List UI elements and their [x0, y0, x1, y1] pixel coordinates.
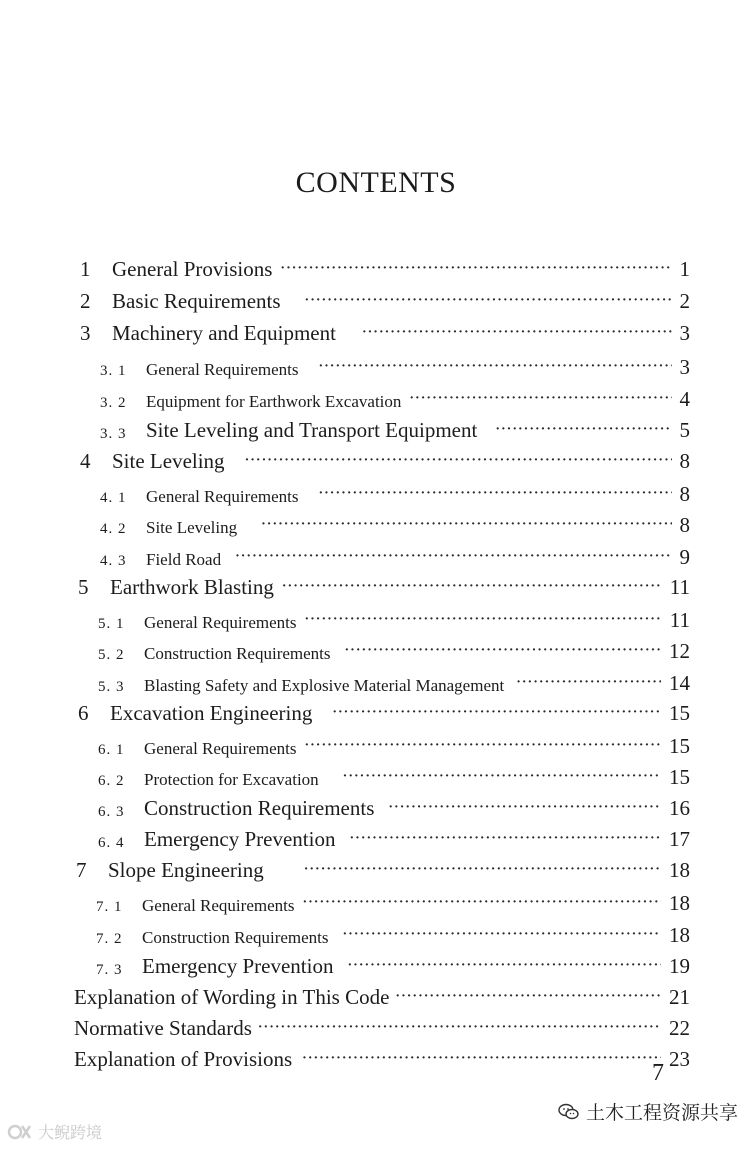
toc-entry-page: 11 — [669, 608, 690, 632]
toc-entry-5-3[interactable] — [98, 666, 690, 696]
leader-dots — [304, 741, 661, 753]
leader-dots — [282, 582, 662, 594]
corner-watermark-text: 大鲵跨境 — [38, 1123, 103, 1142]
toc-entry-page: 23 — [669, 1047, 690, 1071]
leader-dots — [261, 520, 671, 532]
leader-dots — [318, 489, 671, 501]
toc-entry-4-2[interactable] — [100, 508, 690, 538]
toc-entry-number: 5 — [78, 575, 89, 599]
toc-entry-number: 6. 1 — [98, 742, 125, 758]
leader-dots — [347, 961, 661, 973]
toc-entry-number: 7. 1 — [96, 899, 123, 915]
toc-entry-number: 6. 3 — [98, 804, 125, 820]
toc-entry-label: Emergency Prevention — [144, 827, 336, 851]
toc-entry-number: 4. 2 — [100, 521, 127, 537]
toc-entry-page: 15 — [669, 701, 690, 725]
toc-entry-6[interactable] — [72, 696, 690, 726]
toc-entry-label: General Requirements — [144, 739, 297, 758]
toc-entry-explanation-of-wording[interactable] — [74, 980, 690, 1010]
toc-entry-page: 1 — [679, 257, 690, 281]
toc-entry-label: General Requirements — [146, 360, 299, 379]
leader-dots — [280, 264, 671, 276]
toc-entry-label: Site Leveling — [112, 449, 225, 473]
leader-dots — [516, 678, 661, 690]
toc-entry-page: 15 — [669, 734, 690, 758]
leader-dots — [343, 772, 661, 784]
toc-entry-label: Emergency Prevention — [142, 954, 334, 978]
toc-entry-label: Machinery and Equipment — [112, 321, 336, 345]
toc-entry-label: General Requirements — [142, 896, 295, 915]
toc-entry-page: 2 — [679, 289, 690, 313]
toc-entry-number: 6. 4 — [98, 835, 125, 851]
toc-entry-number: 6. 2 — [98, 773, 125, 789]
toc-entry-label: General Requirements — [146, 487, 299, 506]
toc-entry-page: 19 — [669, 954, 690, 978]
toc-entry-page: 8 — [679, 482, 690, 506]
toc-entry-number: 3. 3 — [100, 426, 127, 442]
toc-entry-label: Blasting Safety and Explosive Material Management — [144, 676, 505, 695]
toc-entry-1[interactable] — [74, 252, 690, 282]
toc-entry-4-1[interactable] — [100, 477, 690, 507]
toc-entry-label: Excavation Engineering — [110, 701, 313, 725]
toc-title: CONTENTS — [295, 166, 457, 199]
toc-entry-number: 4. 1 — [100, 490, 127, 506]
watermark-text: 土木工程资源共享 — [586, 1102, 739, 1124]
toc-entry-number: 6 — [78, 701, 89, 725]
page-number: 7 — [652, 1060, 664, 1086]
toc-entry-3[interactable] — [74, 316, 690, 346]
toc-entry-page: 18 — [669, 858, 690, 882]
toc-entry-page: 17 — [669, 827, 690, 851]
toc-entry-page: 3 — [679, 321, 690, 345]
leader-dots — [235, 552, 671, 564]
toc-entry-explanation-of-provisions[interactable] — [74, 1042, 690, 1072]
toc-entry-page: 8 — [679, 449, 690, 473]
toc-entry-number: 1 — [80, 257, 91, 281]
leader-dots — [305, 296, 672, 308]
leader-dots — [388, 803, 661, 815]
toc-entry-number: 2 — [80, 289, 91, 313]
leader-dots — [332, 708, 661, 720]
wechat-icon — [558, 1103, 580, 1121]
toc-entry-page: 4 — [679, 387, 690, 411]
toc-entry-3-1[interactable] — [100, 350, 690, 380]
toc-entry-label: Construction Requirements — [144, 644, 331, 663]
leader-dots — [349, 834, 661, 846]
toc-entry-page: 11 — [669, 575, 690, 599]
toc-entry-label: General Provisions — [112, 257, 273, 281]
toc-entry-3-3[interactable] — [100, 413, 690, 443]
toc-entry-6-3[interactable] — [98, 791, 690, 821]
leader-dots — [302, 898, 661, 910]
leader-dots — [495, 425, 671, 437]
toc-entry-page: 5 — [679, 418, 690, 442]
toc-entry-page: 18 — [669, 891, 690, 915]
toc-entry-number: 3. 1 — [100, 363, 127, 379]
toc-entry-page: 15 — [669, 765, 690, 789]
toc-entry-number: 4. 3 — [100, 553, 127, 569]
toc-entry-page: 3 — [679, 355, 690, 379]
toc-entry-page: 16 — [669, 796, 690, 820]
toc-entry-label: Equipment for Earthwork Excavation — [146, 392, 402, 411]
leader-dots — [395, 992, 661, 1004]
toc-entry-2[interactable] — [74, 284, 690, 314]
toc-entry-page: 8 — [679, 513, 690, 537]
toc-entry-6-1[interactable] — [98, 729, 690, 759]
toc-entry-page: 22 — [669, 1016, 690, 1040]
leader-dots — [318, 362, 671, 374]
toc-entry-5[interactable] — [72, 570, 690, 600]
toc-entry-6-4[interactable] — [98, 822, 690, 852]
toc-entry-label: Construction Requirements — [142, 928, 329, 947]
toc-entry-7-1[interactable] — [96, 886, 690, 916]
toc-entry-3-2[interactable] — [100, 382, 690, 412]
toc-entry-number: 5. 3 — [98, 679, 125, 695]
toc-entry-page: 12 — [669, 639, 690, 663]
toc-entry-label: Site Leveling and Transport Equipment — [146, 418, 478, 442]
toc-entry-label: Protection for Excavation — [144, 770, 319, 789]
toc-entry-5-2[interactable] — [98, 634, 690, 664]
toc-entry-normative-standards[interactable] — [74, 1011, 690, 1041]
toc-entry-5-1[interactable] — [98, 603, 690, 633]
leader-dots — [302, 1054, 661, 1066]
leader-dots — [304, 615, 661, 627]
toc-entry-number: 5. 2 — [98, 647, 125, 663]
leader-dots — [345, 646, 661, 658]
toc-entry-number: 5. 1 — [98, 616, 125, 632]
toc-entry-page: 21 — [669, 985, 690, 1009]
toc-entry-number: 7 — [76, 858, 87, 882]
toc-entry-label: Construction Requirements — [144, 796, 375, 820]
leader-dots — [304, 865, 661, 877]
toc-entry-6-2[interactable] — [98, 760, 690, 790]
leader-dots — [409, 394, 671, 406]
toc-entry-label: Slope Engineering — [108, 858, 264, 882]
toc-entry-number: 3 — [80, 321, 91, 345]
leader-dots — [245, 456, 672, 468]
toc-entry-label: Site Leveling — [146, 518, 238, 537]
toc-entry-page: 9 — [679, 545, 690, 569]
toc-entry-label: Earthwork Blasting — [110, 575, 274, 599]
toc-entry-label: Normative Standards — [74, 1016, 252, 1040]
toc-entry-7-3[interactable] — [96, 949, 690, 979]
toc-entry-number: 4 — [80, 449, 91, 473]
toc-entry-label: Explanation of Wording in This Code — [74, 985, 390, 1009]
leader-dots — [343, 930, 661, 942]
toc-entry-label: Explanation of Provisions — [74, 1047, 293, 1071]
toc-entry-label: Basic Requirements — [112, 289, 281, 313]
toc-entry-page: 18 — [669, 923, 690, 947]
toc-entry-7[interactable] — [70, 853, 690, 883]
toc-entry-page: 14 — [669, 671, 690, 695]
toc-entry-number: 7. 3 — [96, 962, 123, 978]
toc-entry-number: 7. 2 — [96, 931, 123, 947]
toc-entry-label: General Requirements — [144, 613, 297, 632]
leader-dots — [362, 328, 672, 340]
wechat-watermark — [558, 1098, 738, 1125]
leader-dots — [258, 1023, 661, 1035]
toc-entry-7-2[interactable] — [96, 918, 690, 948]
toc-entry-number: 3. 2 — [100, 395, 127, 411]
toc-entry-4-3[interactable] — [100, 540, 690, 570]
logo-icon — [6, 1122, 34, 1142]
corner-watermark — [6, 1120, 102, 1143]
toc-entry-4[interactable] — [74, 444, 690, 474]
toc-entry-label: Field Road — [146, 550, 222, 569]
